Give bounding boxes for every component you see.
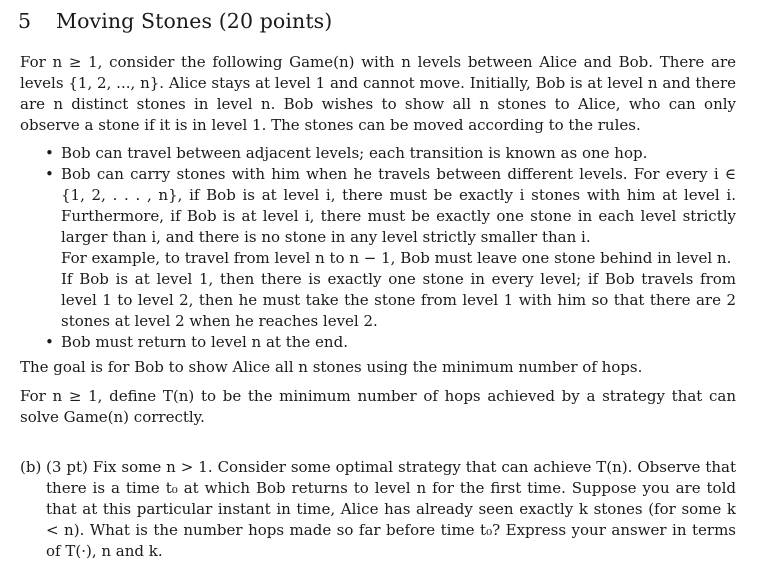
part-b-label: (b) (20, 458, 42, 476)
section-heading (18, 9, 332, 33)
rule-example: For example, to travel from level n to n − 1, Bob must leave one stone behind in level n. (61, 249, 732, 267)
bullet-icon: • (45, 144, 54, 162)
rule-text: Bob can travel between adjacent levels; each transition is known as one hop. (61, 144, 648, 162)
rule-text: Bob can carry stones with him when he travels between different levels. For every i ∈ {1, 2, . . . , n}, if Bob is at level i, there must be exactly i stones with him at level i. Furthermore, if Bob is at level i, there must be exactly one stone in each level strictly larger than i, and there is no stone in any level strictly smaller than i. (61, 165, 736, 246)
part-b-text: (3 pt) Fix some n > 1. Consider some optimal strategy that can achieve T(n). Observe that there is a time t₀ at which Bob returns to level n for the first time. Suppose you are told that at this particular instant in time, Alice has already seen exactly k stones (for some k < n). What is the number hops made so far before time t₀? Express your answer in terms of T(·), n and k. (46, 458, 736, 560)
rule-item (43, 164, 736, 332)
bullet-icon: • (45, 333, 54, 351)
rule-item (43, 143, 736, 164)
section-number: 5 (18, 9, 32, 33)
rule-text: Bob must return to level n at the end. (61, 333, 348, 351)
bullet-icon: • (45, 165, 54, 183)
goal-paragraph: The goal is for Bob to show Alice all n stones using the minimum number of hops. (20, 358, 643, 376)
rules-list (43, 143, 736, 353)
part-b-question (20, 457, 736, 562)
rule-item (43, 332, 736, 353)
definition-paragraph: For n ≥ 1, define T(n) to be the minimum number of hops achieved by a strategy that can solve Game(n) correctly. (20, 387, 736, 426)
section-title: Moving Stones (20 points) (56, 9, 333, 33)
rule-example: If Bob is at level 1, then there is exactly one stone in every level; if Bob travels from level 1 to level 2, then he must take the stone from level 1 with him so that there are 2 stones at level 2 when he reaches level 2. (61, 270, 736, 330)
intro-paragraph: For n ≥ 1, consider the following Game(n) with n levels between Alice and Bob. There are levels {1, 2, ..., n}. Alice stays at level 1 and cannot move. Initially, Bob is at level n and there are n distinct stones in level n. Bob wishes to show all n stones to Alice, who can only observe a stone if it is in level 1. The stones can be moved according to the rules. (20, 53, 736, 134)
